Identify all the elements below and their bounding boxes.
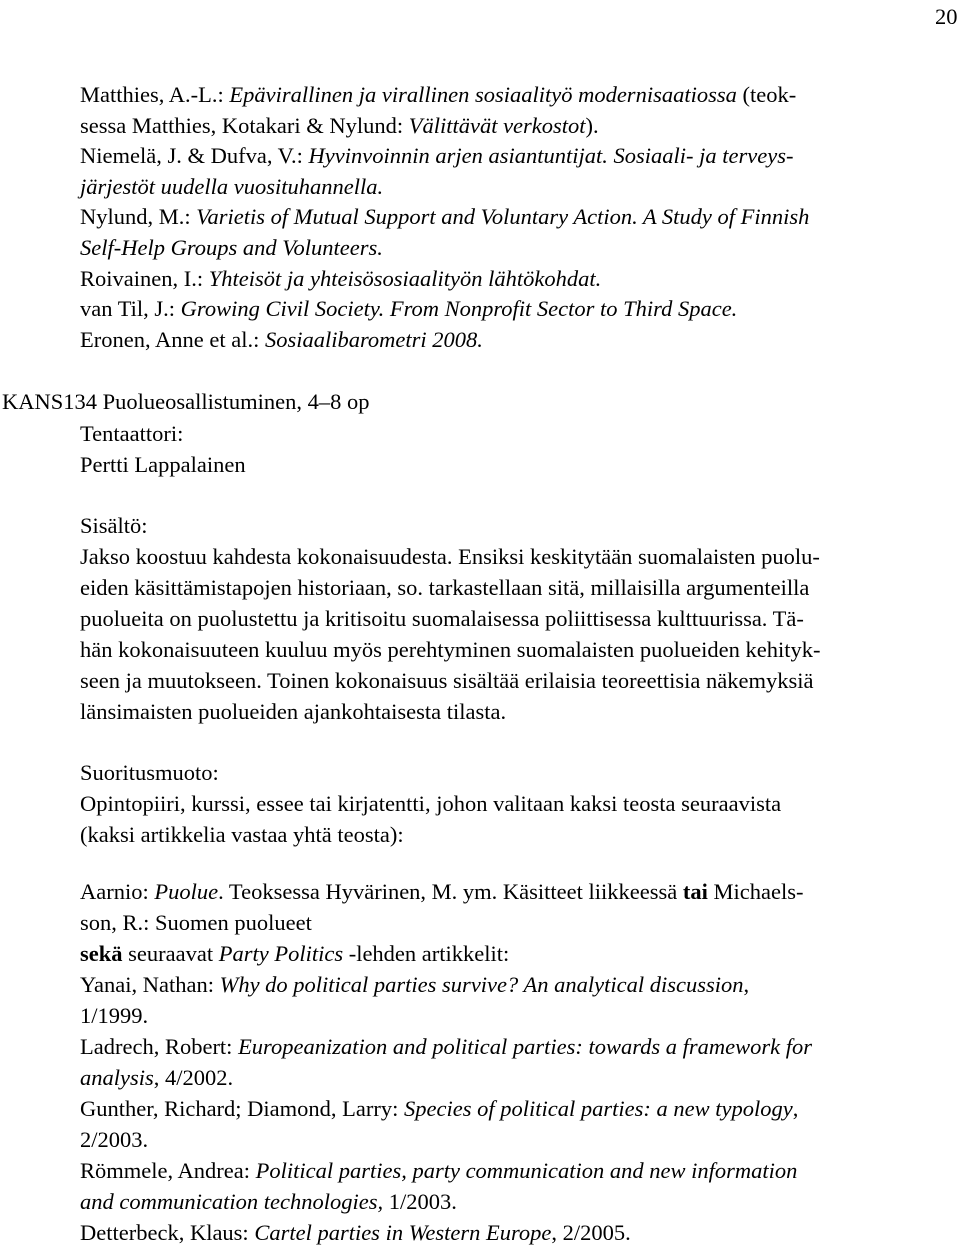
text-segment: 2/2003.	[80, 1127, 149, 1152]
bold-text: tai	[682, 879, 708, 904]
content-label: Sisältö:	[80, 513, 148, 538]
content-line: puolueita on puolustettu ja kritisoitu suomalaisessa poliittisessa kulttuurissa. Tä-	[80, 606, 804, 631]
content-line: länsimaisten puolueiden ajankohtaisesta tilasta.	[80, 699, 507, 724]
mode-line: Opintopiiri, kurssi, essee tai kirjatentti, johon valitaan kaksi teosta seuraavista	[80, 791, 782, 816]
text-segment: Roivainen, I.:	[80, 265, 209, 291]
previous-references	[80, 80, 956, 355]
text-segment: ,	[792, 1096, 799, 1121]
text-segment: Michaels-	[707, 879, 804, 904]
ref-line	[80, 294, 956, 325]
italic-text: Hyvinvoinnin arjen asiantuntijat. Sosiaali- ja terveys-	[308, 143, 794, 169]
literature-line	[80, 907, 956, 938]
italic-text: Self-Help Groups and Volunteers.	[80, 234, 383, 260]
content-line: hän kokonaisuuteen kuuluu myös perehtyminen suomalaisten puolueiden kehityk-	[80, 637, 821, 662]
text-segment: , 4/2002.	[153, 1065, 234, 1090]
text-segment: Eronen, Anne et al.:	[80, 326, 265, 352]
italic-text: Puolue	[154, 879, 219, 904]
course-title: KANS134 Puolueosallistuminen, 4–8 op	[2, 389, 370, 414]
text-segment: Yanai, Nathan:	[80, 972, 220, 997]
text-segment: Nylund, M.:	[80, 204, 197, 230]
italic-text: Political parties, party communication and new information	[255, 1158, 798, 1183]
text-segment: Detterbeck, Klaus:	[80, 1220, 255, 1245]
text-segment: Ladrech, Robert:	[80, 1034, 239, 1059]
ref-line	[80, 141, 956, 172]
ref-line	[80, 325, 956, 356]
ref-line	[80, 172, 956, 203]
italic-text: Yhteisöt ja yhteisösosiaalityön lähtökohdat.	[208, 265, 602, 291]
italic-text: Välittävät verkostot	[408, 112, 586, 138]
ref-line	[80, 202, 956, 233]
literature-line	[80, 1217, 956, 1248]
italic-text: Sosiaalibarometri 2008.	[264, 326, 483, 352]
text-segment: -lehden artikkelit:	[343, 941, 510, 966]
italic-text: Growing Civil Society. From Nonprofit Sector to Third Space.	[180, 296, 738, 322]
examiner-label: Tentaattori:	[80, 421, 184, 446]
literature-line	[80, 876, 956, 907]
course-content-section	[80, 510, 956, 727]
literature-line	[80, 1062, 956, 1093]
text-segment: 1/2003.	[383, 1189, 457, 1214]
ref-line	[80, 233, 956, 264]
course-examiner-section	[80, 418, 956, 480]
text-segment: sessa Matthies, Kotakari & Nylund:	[80, 112, 409, 138]
ref-line	[80, 111, 956, 142]
page-number: 20	[935, 4, 958, 29]
bold-text: sekä	[80, 941, 123, 966]
content-line: eiden käsittämistapojen historiaan, so. tarkastellaan sitä, millaisilla argumenteilla	[80, 575, 810, 600]
italic-text: Cartel parties in Western Europe	[254, 1220, 552, 1245]
text-segment: Aarnio:	[80, 879, 155, 904]
literature-line	[80, 969, 956, 1000]
literature-line	[80, 1031, 956, 1062]
italic-text: Varietis of Mutual Support and Voluntary Action. A Study of Finnish	[196, 204, 810, 230]
literature-line	[80, 1000, 956, 1031]
literature-line	[80, 1093, 956, 1124]
italic-text: Europeanization and political parties: towards a framework for	[238, 1034, 813, 1059]
ref-line	[80, 264, 956, 295]
content-line: Jakso koostuu kahdesta kokonaisuudesta. Ensiksi keskitytään suomalaisten puolu-	[80, 544, 820, 569]
text-segment: , 2/2005.	[551, 1220, 631, 1245]
literature-list	[80, 876, 956, 1248]
text-segment: ,	[743, 972, 750, 997]
text-segment: van Til, J.:	[80, 296, 181, 322]
examiner-name: Pertti Lappalainen	[80, 452, 246, 477]
text-segment: son, R.: Suomen puolueet	[80, 910, 312, 935]
italic-text: Why do political parties survive? An analytical discussion	[219, 972, 744, 997]
italic-text: Species of political parties: a new typology	[404, 1096, 793, 1121]
text-segment: Gunther, Richard; Diamond, Larry:	[80, 1096, 405, 1121]
literature-line	[80, 1155, 956, 1186]
literature-line	[80, 938, 956, 969]
text-segment: Römmele, Andrea:	[80, 1158, 256, 1183]
content-line: seen ja muutokseen. Toinen kokonaisuus sisältää erilaisia teoreettisia näkemyksiä	[80, 668, 814, 693]
mode-line: (kaksi artikkelia vastaa yhtä teosta):	[80, 822, 404, 847]
italic-text: and communication technologies,	[80, 1189, 384, 1214]
literature-line	[80, 1186, 956, 1217]
ref-line	[80, 80, 956, 111]
text-segment: ).	[585, 112, 599, 138]
literature-line	[80, 1124, 956, 1155]
italic-text: järjestöt uudella vuosituhannella.	[80, 173, 384, 199]
text-segment: Niemelä, J. & Dufva, V.:	[80, 143, 309, 169]
italic-text: Party Politics	[218, 941, 344, 966]
course-mode-section	[80, 757, 956, 850]
italic-text: Epävirallinen ja virallinen sosiaalityö modernisaatiossa	[229, 82, 737, 107]
text-segment: 1/1999.	[80, 1003, 149, 1028]
text-segment: seuraavat	[122, 941, 219, 966]
text-segment: . Teoksessa Hyvärinen, M. ym. Käsitteet liikkeessä	[218, 879, 683, 904]
text-segment: (teok-	[736, 82, 797, 107]
text-segment: Matthies, A.-L.:	[80, 82, 230, 107]
mode-label: Suoritusmuoto:	[80, 760, 219, 785]
italic-text: analysis	[80, 1065, 154, 1090]
